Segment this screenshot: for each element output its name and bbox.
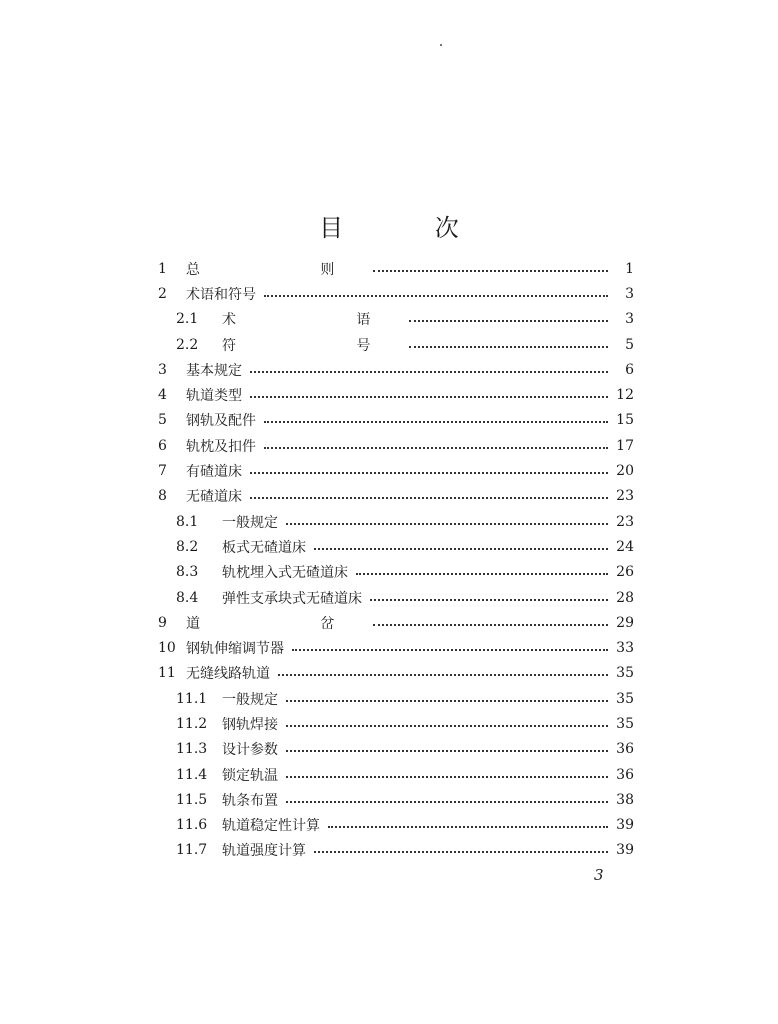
toc-entry-number: 11.6 bbox=[176, 817, 208, 834]
toc-entry-label: 轨条布置 bbox=[222, 792, 278, 809]
toc-entry-label: 锁定轨温 bbox=[222, 767, 278, 784]
toc-entry[interactable] bbox=[158, 838, 634, 863]
toc-entry[interactable] bbox=[158, 307, 634, 332]
toc-entry-page: 1 bbox=[625, 260, 634, 277]
dot-leader bbox=[370, 599, 608, 601]
toc-entry-label: 术 语 bbox=[222, 312, 402, 329]
dot-leader bbox=[250, 472, 608, 474]
toc-entry-label: 设计参数 bbox=[222, 742, 278, 759]
toc-entry-number: 8 bbox=[158, 488, 167, 505]
dot-leader bbox=[314, 548, 608, 550]
toc-entry-label: 钢轨及配件 bbox=[186, 413, 256, 430]
toc-entry-label: 弹性支承块式无碴道床 bbox=[222, 590, 362, 607]
toc-entry[interactable] bbox=[158, 408, 634, 433]
dot-leader bbox=[278, 674, 608, 676]
dot-leader bbox=[328, 826, 608, 828]
toc-entry-page: 38 bbox=[616, 791, 634, 808]
toc-entry-number: 11.5 bbox=[176, 791, 208, 808]
dot-leader bbox=[264, 421, 608, 423]
dot-leader bbox=[373, 270, 608, 272]
toc-entry-page: 33 bbox=[616, 640, 634, 657]
dot-leader bbox=[286, 523, 608, 525]
toc-entry-page: 12 bbox=[616, 387, 634, 404]
toc-entry-page: 23 bbox=[616, 513, 634, 530]
toc-entry[interactable] bbox=[158, 661, 634, 686]
toc-entry[interactable] bbox=[158, 509, 634, 534]
dot-leader bbox=[286, 801, 608, 803]
dot-leader bbox=[356, 573, 608, 575]
toc-entry[interactable] bbox=[158, 762, 634, 787]
toc-entry-page: 39 bbox=[616, 842, 634, 859]
toc-entry-number: 8.1 bbox=[176, 513, 199, 530]
toc-entry-label: 一般规定 bbox=[222, 514, 278, 531]
toc-entry-number: 11.2 bbox=[176, 715, 208, 732]
dot-leader bbox=[250, 396, 608, 398]
toc-entry-label: 轨道强度计算 bbox=[222, 843, 306, 860]
toc-entry-label: 轨道稳定性计算 bbox=[222, 818, 320, 835]
toc-entry[interactable] bbox=[158, 281, 634, 306]
toc-entry-label: 术语和符号 bbox=[186, 286, 256, 303]
toc-entry-number: 9 bbox=[158, 614, 167, 631]
toc-entry[interactable] bbox=[158, 458, 634, 483]
toc-entry-number: 3 bbox=[158, 361, 167, 378]
toc-entry-number: 8.3 bbox=[176, 564, 199, 581]
toc-entry-number: 2.1 bbox=[176, 311, 199, 328]
toc-entry[interactable] bbox=[158, 484, 634, 509]
toc-entry-page: 17 bbox=[616, 437, 634, 454]
toc-entry-label: 轨枕及扣件 bbox=[186, 438, 256, 455]
toc-entry-page: 39 bbox=[616, 817, 634, 834]
toc-entry-number: 7 bbox=[158, 463, 167, 480]
toc-entry-page: 5 bbox=[625, 336, 634, 353]
toc-entry-page: 28 bbox=[616, 589, 634, 606]
toc-entry[interactable] bbox=[158, 534, 634, 559]
toc-entry[interactable] bbox=[158, 711, 634, 736]
toc-entry-label: 总 则 bbox=[186, 261, 366, 278]
dot-leader bbox=[264, 447, 608, 449]
toc-entry-number: 1 bbox=[158, 260, 167, 277]
toc-entry-label: 有碴道床 bbox=[186, 464, 242, 481]
dot-leader bbox=[314, 851, 608, 853]
dot-leader bbox=[264, 295, 608, 297]
toc-entry-page: 36 bbox=[616, 741, 634, 758]
toc-entry[interactable] bbox=[158, 585, 634, 610]
toc-entry[interactable] bbox=[158, 332, 634, 357]
toc-entry-label: 符 号 bbox=[222, 337, 402, 354]
dot-leader bbox=[250, 497, 608, 499]
dot-leader bbox=[292, 649, 608, 651]
toc-entry-label: 基本规定 bbox=[186, 362, 242, 379]
toc-entry[interactable] bbox=[158, 686, 634, 711]
toc-entry-number: 8.4 bbox=[176, 589, 199, 606]
toc-entry[interactable] bbox=[158, 433, 634, 458]
toc-entry-label: 钢轨伸缩调节器 bbox=[186, 641, 284, 658]
dot-leader bbox=[286, 700, 608, 702]
toc-entry-page: 24 bbox=[616, 538, 634, 555]
toc-entry-page: 36 bbox=[616, 766, 634, 783]
toc-entry-number: 5 bbox=[158, 412, 167, 429]
toc-entry-page: 35 bbox=[616, 690, 634, 707]
toc-entry-number: 11.7 bbox=[176, 842, 208, 859]
toc-entry-page: 23 bbox=[616, 488, 634, 505]
page-title: 目 次 bbox=[319, 214, 501, 242]
toc-entry-page: 29 bbox=[616, 614, 634, 631]
toc-entry[interactable] bbox=[158, 787, 634, 812]
dot-leader bbox=[409, 346, 608, 348]
toc-entry[interactable] bbox=[158, 357, 634, 382]
toc-entry-label: 无缝线路轨道 bbox=[186, 666, 270, 683]
toc-entry-label: 无碴道床 bbox=[186, 489, 242, 506]
toc-entry-number: 2.2 bbox=[176, 336, 199, 353]
toc-entry[interactable] bbox=[158, 560, 634, 585]
toc-entry-label: 道 岔 bbox=[186, 615, 366, 632]
toc-entry-number: 11.4 bbox=[176, 766, 208, 783]
toc-entry-number: 11.3 bbox=[176, 741, 208, 758]
toc-entry-page: 3 bbox=[625, 311, 634, 328]
toc-entry-label: 板式无碴道床 bbox=[222, 539, 306, 556]
toc-entry-label: 轨枕埋入式无碴道床 bbox=[222, 565, 348, 582]
toc-entry-page: 3 bbox=[625, 285, 634, 302]
toc-entry-number: 10 bbox=[158, 640, 176, 657]
scan-speck bbox=[440, 44, 442, 46]
toc-entry-page: 35 bbox=[616, 715, 634, 732]
dot-leader bbox=[409, 320, 608, 322]
toc-entry-label: 一般规定 bbox=[222, 691, 278, 708]
toc-entry-number: 8.2 bbox=[176, 538, 199, 555]
toc-entry[interactable] bbox=[158, 813, 634, 838]
toc-entry[interactable] bbox=[158, 256, 634, 281]
toc-entry-page: 35 bbox=[616, 665, 634, 682]
toc-entry[interactable] bbox=[158, 635, 634, 660]
dot-leader bbox=[286, 776, 608, 778]
toc-entry-number: 11.1 bbox=[176, 690, 208, 707]
dot-leader bbox=[373, 624, 608, 626]
page-number: 3 bbox=[594, 866, 604, 884]
toc-entry[interactable] bbox=[158, 737, 634, 762]
toc-entry-page: 15 bbox=[616, 412, 634, 429]
toc-entry-page: 20 bbox=[616, 463, 634, 480]
toc-entry-label: 轨道类型 bbox=[186, 388, 242, 405]
toc-entry[interactable] bbox=[158, 382, 634, 407]
table-of-contents bbox=[158, 256, 634, 863]
toc-entry-page: 26 bbox=[616, 564, 634, 581]
toc-entry-page: 6 bbox=[625, 361, 634, 378]
toc-entry[interactable] bbox=[158, 610, 634, 635]
dot-leader bbox=[286, 750, 608, 752]
toc-entry-number: 11 bbox=[158, 665, 176, 682]
toc-entry-number: 2 bbox=[158, 285, 167, 302]
toc-entry-number: 6 bbox=[158, 437, 167, 454]
dot-leader bbox=[286, 725, 608, 727]
dot-leader bbox=[250, 371, 608, 373]
toc-entry-number: 4 bbox=[158, 387, 167, 404]
toc-entry-label: 钢轨焊接 bbox=[222, 716, 278, 733]
